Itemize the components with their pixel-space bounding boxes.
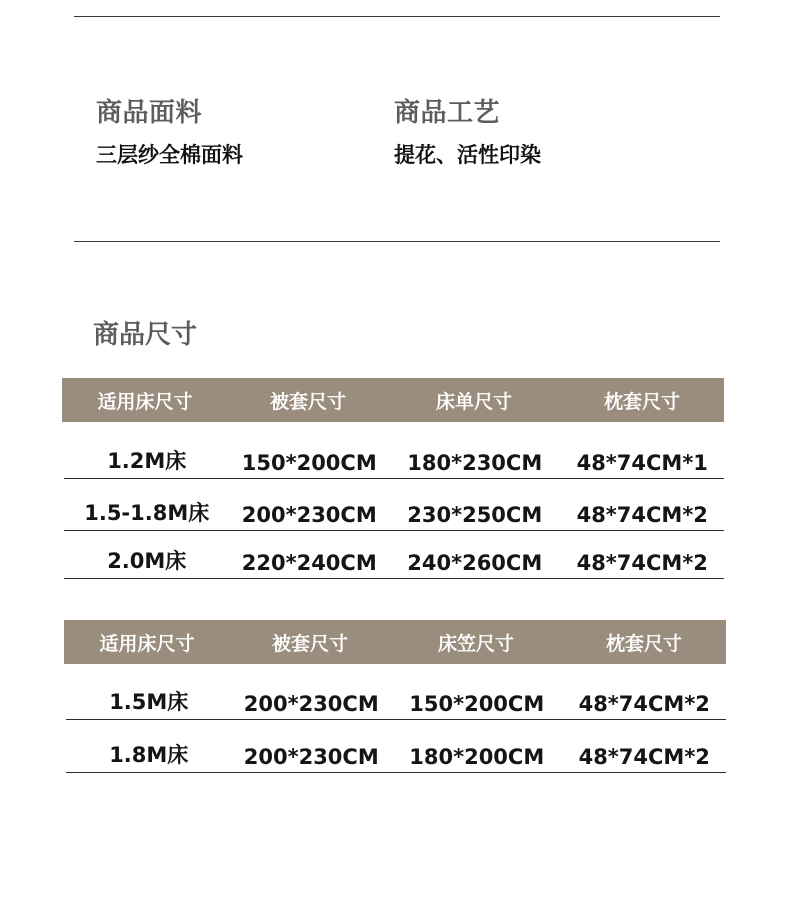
cell-fitted-sheet-size: 150*200CM	[409, 692, 545, 716]
table-row	[64, 479, 724, 531]
header-fitted-sheet-size: 床笠尺寸	[437, 632, 514, 655]
cell-duvet-size: 220*240CM	[241, 551, 377, 575]
header-duvet-size: 被套尺寸	[271, 632, 348, 655]
table-header	[64, 620, 726, 664]
craft-value: 提花、活性印染	[394, 143, 541, 167]
cell-bed-size: 1.5-1.8M床	[84, 501, 210, 525]
middle-divider	[74, 241, 720, 242]
cell-duvet-size: 150*200CM	[241, 451, 377, 475]
cell-duvet-size: 200*230CM	[241, 503, 377, 527]
cell-bed-size: 1.5M床	[109, 690, 189, 714]
top-divider	[74, 16, 720, 17]
table-row	[64, 531, 724, 579]
cell-bed-size: 1.2M床	[107, 449, 187, 473]
header-sheet-size: 床单尺寸	[435, 390, 512, 413]
cell-duvet-size: 200*230CM	[243, 692, 379, 716]
size-section-title: 商品尺寸	[93, 320, 198, 350]
craft-spec	[394, 92, 541, 169]
table-header	[62, 378, 724, 422]
cell-pillowcase-size: 48*74CM*2	[576, 551, 708, 575]
cell-fitted-sheet-size: 180*200CM	[409, 745, 545, 769]
header-bed-size: 适用床尺寸	[99, 632, 195, 655]
cell-pillowcase-size: 48*74CM*1	[576, 451, 708, 475]
cell-pillowcase-size: 48*74CM*2	[578, 745, 710, 769]
craft-label: 商品工艺	[394, 98, 501, 128]
material-label: 商品面料	[96, 98, 203, 128]
cell-sheet-size: 240*260CM	[407, 551, 543, 575]
size-table-flat-sheet	[62, 378, 724, 579]
cell-pillowcase-size: 48*74CM*2	[576, 503, 708, 527]
cell-sheet-size: 180*230CM	[407, 451, 543, 475]
cell-pillowcase-size: 48*74CM*2	[578, 692, 710, 716]
header-pillowcase-size: 枕套尺寸	[605, 632, 682, 655]
table-row	[66, 664, 726, 720]
table-row	[66, 720, 726, 773]
cell-bed-size: 2.0M床	[107, 549, 187, 573]
cell-bed-size: 1.8M床	[109, 743, 189, 767]
header-duvet-size: 被套尺寸	[269, 390, 346, 413]
table-row	[64, 422, 724, 479]
cell-sheet-size: 230*250CM	[407, 503, 543, 527]
cell-duvet-size: 200*230CM	[243, 745, 379, 769]
material-spec	[96, 92, 243, 169]
header-pillowcase-size: 枕套尺寸	[603, 390, 680, 413]
material-value: 三层纱全棉面料	[96, 143, 243, 167]
size-table-fitted-sheet	[64, 620, 726, 773]
header-bed-size: 适用床尺寸	[97, 390, 193, 413]
